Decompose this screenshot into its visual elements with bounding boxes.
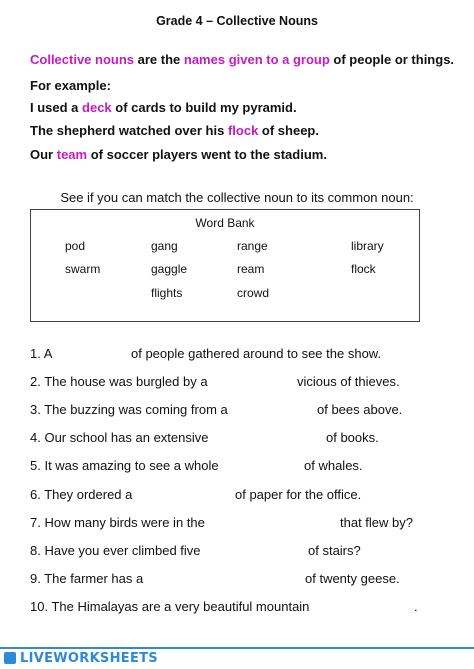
page-title: Grade 4 – Collective Nouns: [156, 14, 318, 28]
question: [30, 430, 379, 445]
question-text-after: vicious of thieves.: [297, 374, 400, 389]
question-text-after: .: [414, 599, 418, 614]
example-before: I used a: [30, 100, 83, 115]
question-text-after: of bees above.: [317, 402, 403, 417]
question-text-after: of paper for the office.: [235, 487, 362, 502]
question-text-after: of stairs?: [308, 543, 361, 558]
intro-definition: names given to a group: [183, 52, 330, 67]
example-before: Our: [30, 147, 57, 162]
question: [30, 515, 413, 530]
footer: [0, 647, 474, 669]
example-line: [30, 123, 319, 138]
word-bank-word: ream: [237, 262, 265, 276]
question: [30, 374, 400, 389]
question-text: 3. The buzzing was coming from a: [30, 402, 228, 417]
word-bank-word: gaggle: [151, 262, 188, 276]
question-text: 5. It was amazing to see a whole: [30, 458, 219, 473]
example-after: of soccer players went to the stadium.: [87, 147, 327, 162]
example-after: of sheep.: [258, 123, 319, 138]
word-bank-word: flights: [151, 286, 183, 300]
question-text-after: of books.: [326, 430, 379, 445]
word-bank-box: [30, 209, 420, 322]
liveworksheets-logo-icon: [4, 652, 16, 664]
question-text: 1. A: [30, 346, 53, 361]
intro-end: of people or things.: [329, 52, 455, 67]
question: [30, 571, 400, 586]
word-bank-word: gang: [151, 239, 178, 253]
instruction: See if you can match the collective noun to its common noun:: [60, 190, 414, 205]
intro-middle: are the: [134, 52, 184, 67]
question: [30, 487, 362, 502]
question: [30, 458, 363, 473]
example-heading: For example:: [30, 78, 111, 93]
question: [30, 543, 361, 558]
intro-term: Collective nouns: [30, 52, 135, 67]
word-bank-word: crowd: [237, 286, 270, 300]
question-text-after: of whales.: [304, 458, 363, 473]
intro-line: [30, 52, 454, 67]
word-bank-word: library: [351, 239, 384, 253]
liveworksheets-logo[interactable]: LIVEWORKSHEETS: [20, 651, 158, 666]
question-text-after: of twenty geese.: [305, 571, 400, 586]
word-bank-word: pod: [65, 239, 86, 253]
question-text-after: of people gathered around to see the show.: [131, 346, 382, 361]
word-bank-word: flock: [351, 262, 376, 276]
question-text: 9. The farmer has a: [30, 571, 144, 586]
word-bank-title: Word Bank: [195, 216, 255, 230]
question-text: 4. Our school has an extensive: [30, 430, 209, 445]
example-before: The shepherd watched over his: [30, 123, 228, 138]
question: [30, 346, 382, 361]
example-word: deck: [82, 100, 112, 115]
question: [30, 599, 418, 614]
example-line: [30, 100, 297, 115]
question-text-after: that flew by?: [340, 515, 413, 530]
example-word: flock: [227, 123, 259, 138]
question-text: 2. The house was burgled by a: [30, 374, 208, 389]
word-bank-word: range: [237, 239, 268, 253]
example-word: team: [56, 147, 88, 162]
question-text: 8. Have you ever climbed five: [30, 543, 201, 558]
word-bank-word: swarm: [65, 262, 101, 276]
question-text: 6. They ordered a: [30, 487, 133, 502]
example-line: [30, 147, 327, 162]
example-after: of cards to build my pyramid.: [111, 100, 297, 115]
question-text: 10. The Himalayas are a very beautiful mountain: [30, 599, 310, 614]
question-text: 7. How many birds were in the: [30, 515, 205, 530]
question: [30, 402, 403, 417]
